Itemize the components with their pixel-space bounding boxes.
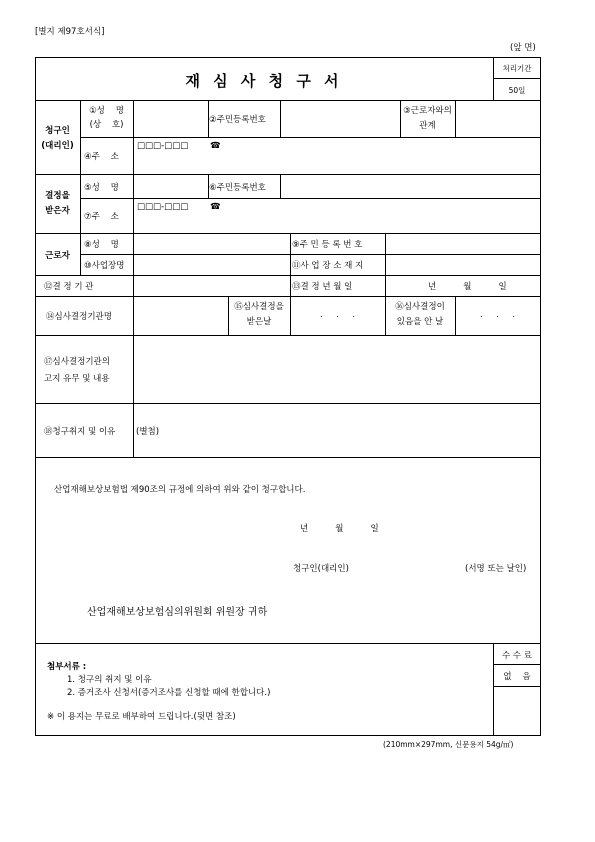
purpose-value[interactable]: (별첨) [136, 427, 160, 437]
sign-or-seal-label: (서명 또는 날인) [465, 564, 527, 574]
received-date-value[interactable]: . . . [320, 310, 356, 320]
known-date-value[interactable]: . . . [480, 310, 516, 320]
decision-date-label: ⑬결 정 년 월 일 [292, 282, 353, 292]
recipient-group-label: 결정을 받은자 [45, 191, 70, 216]
received-date-label: ⑮심사결정을 받은날 [234, 302, 284, 327]
claimant-group-label: 청구인 (대리인) [41, 126, 74, 151]
phone-icon: ☎ [210, 141, 221, 151]
recipient-address-value[interactable]: □□□-□□□ [137, 202, 189, 212]
worker-rrn-label: ⑨주 민 등 록 번 호 [292, 240, 363, 250]
declaration-date[interactable]: 년 월 일 [300, 524, 379, 534]
declaration-statement: 산업재해보상보험법 제90조의 규정에 의하여 위와 같이 청구합니다. [54, 485, 306, 495]
claimant-relation-label: ③근로자와의 관계 [403, 106, 452, 131]
claimant-sign-label: 청구인(대리인) [293, 564, 349, 574]
known-date-label: ⑯심사결정이 있음을 안 날 [395, 302, 445, 327]
claimant-address-label: ④주 소 [84, 152, 119, 162]
worker-business-label: ⑩사업장명 [84, 261, 125, 271]
recipient-name-label: ⑤성 명 [84, 183, 119, 193]
decision-agency-label: ⑫결 정 기 관 [44, 282, 94, 292]
decision-date-value[interactable]: 년 월 일 [428, 282, 507, 292]
claimant-address-value[interactable]: □□□-□□□ [137, 141, 189, 151]
recipient-rrn-label: ⑥주민등록번호 [209, 183, 266, 193]
review-agency-label: ⑭심사결정기관명 [46, 312, 112, 322]
claimant-rrn-label: ②주민등록번호 [209, 115, 266, 125]
worker-name-label: ⑧성 명 [84, 240, 119, 250]
claimant-name-label: ①성 명 (상 호) [89, 106, 124, 130]
worker-business-field[interactable] [136, 257, 286, 273]
review-agency-field[interactable] [136, 299, 225, 332]
notice-label: ⑰심사결정기관의 고지 유무 및 내용 [44, 357, 110, 384]
page-side: (앞 면) [510, 43, 536, 53]
claimant-relation-field[interactable] [458, 103, 538, 134]
free-distribution-note: ※ 이 용지는 무료로 배부하여 드립니다.(뒷면 참조) [47, 712, 236, 722]
attachment-item: 1. 청구의 취지 및 이유 [67, 675, 152, 685]
worker-rrn-field[interactable] [388, 236, 538, 252]
recipient-name-field[interactable] [136, 177, 206, 196]
purpose-label: ⑱청구취지 및 이유 [44, 427, 116, 437]
recipient-address-label: ⑦주 소 [84, 212, 119, 222]
processing-value: 50일 [508, 86, 526, 95]
addressee: 산업재해보상보험심의위원회 위원장 귀하 [87, 607, 268, 618]
attachment-item: 2. 증거조사 신청서(증거조사를 신청할 때에 한합니다.) [67, 688, 271, 698]
claimant-rrn-field[interactable] [283, 103, 397, 134]
decision-agency-field[interactable] [136, 278, 286, 294]
phone-icon: ☎ [210, 202, 221, 212]
form-title: 재 심 사 청 구 서 [185, 72, 343, 90]
worker-name-field[interactable] [136, 236, 286, 252]
recipient-rrn-field[interactable] [283, 177, 538, 196]
fee-label: 수 수 료 [501, 651, 533, 661]
paper-spec: (210mm×297mm, 신문용지 54g/㎡) [383, 740, 514, 749]
processing-label: 처리기간 [502, 64, 532, 73]
worker-group-label: 근로자 [45, 251, 70, 261]
worker-location-label: ⑪사 업 장 소 재 지 [292, 261, 364, 271]
notice-field[interactable] [136, 338, 538, 400]
claimant-name-field[interactable] [136, 103, 206, 134]
signature-field[interactable] [360, 556, 460, 574]
worker-location-field[interactable] [388, 257, 538, 273]
fee-value: 없 음 [503, 672, 531, 682]
form-number: [별지 제97호서식] [35, 27, 105, 37]
attachments-heading: 첨부서류 : [47, 662, 87, 672]
